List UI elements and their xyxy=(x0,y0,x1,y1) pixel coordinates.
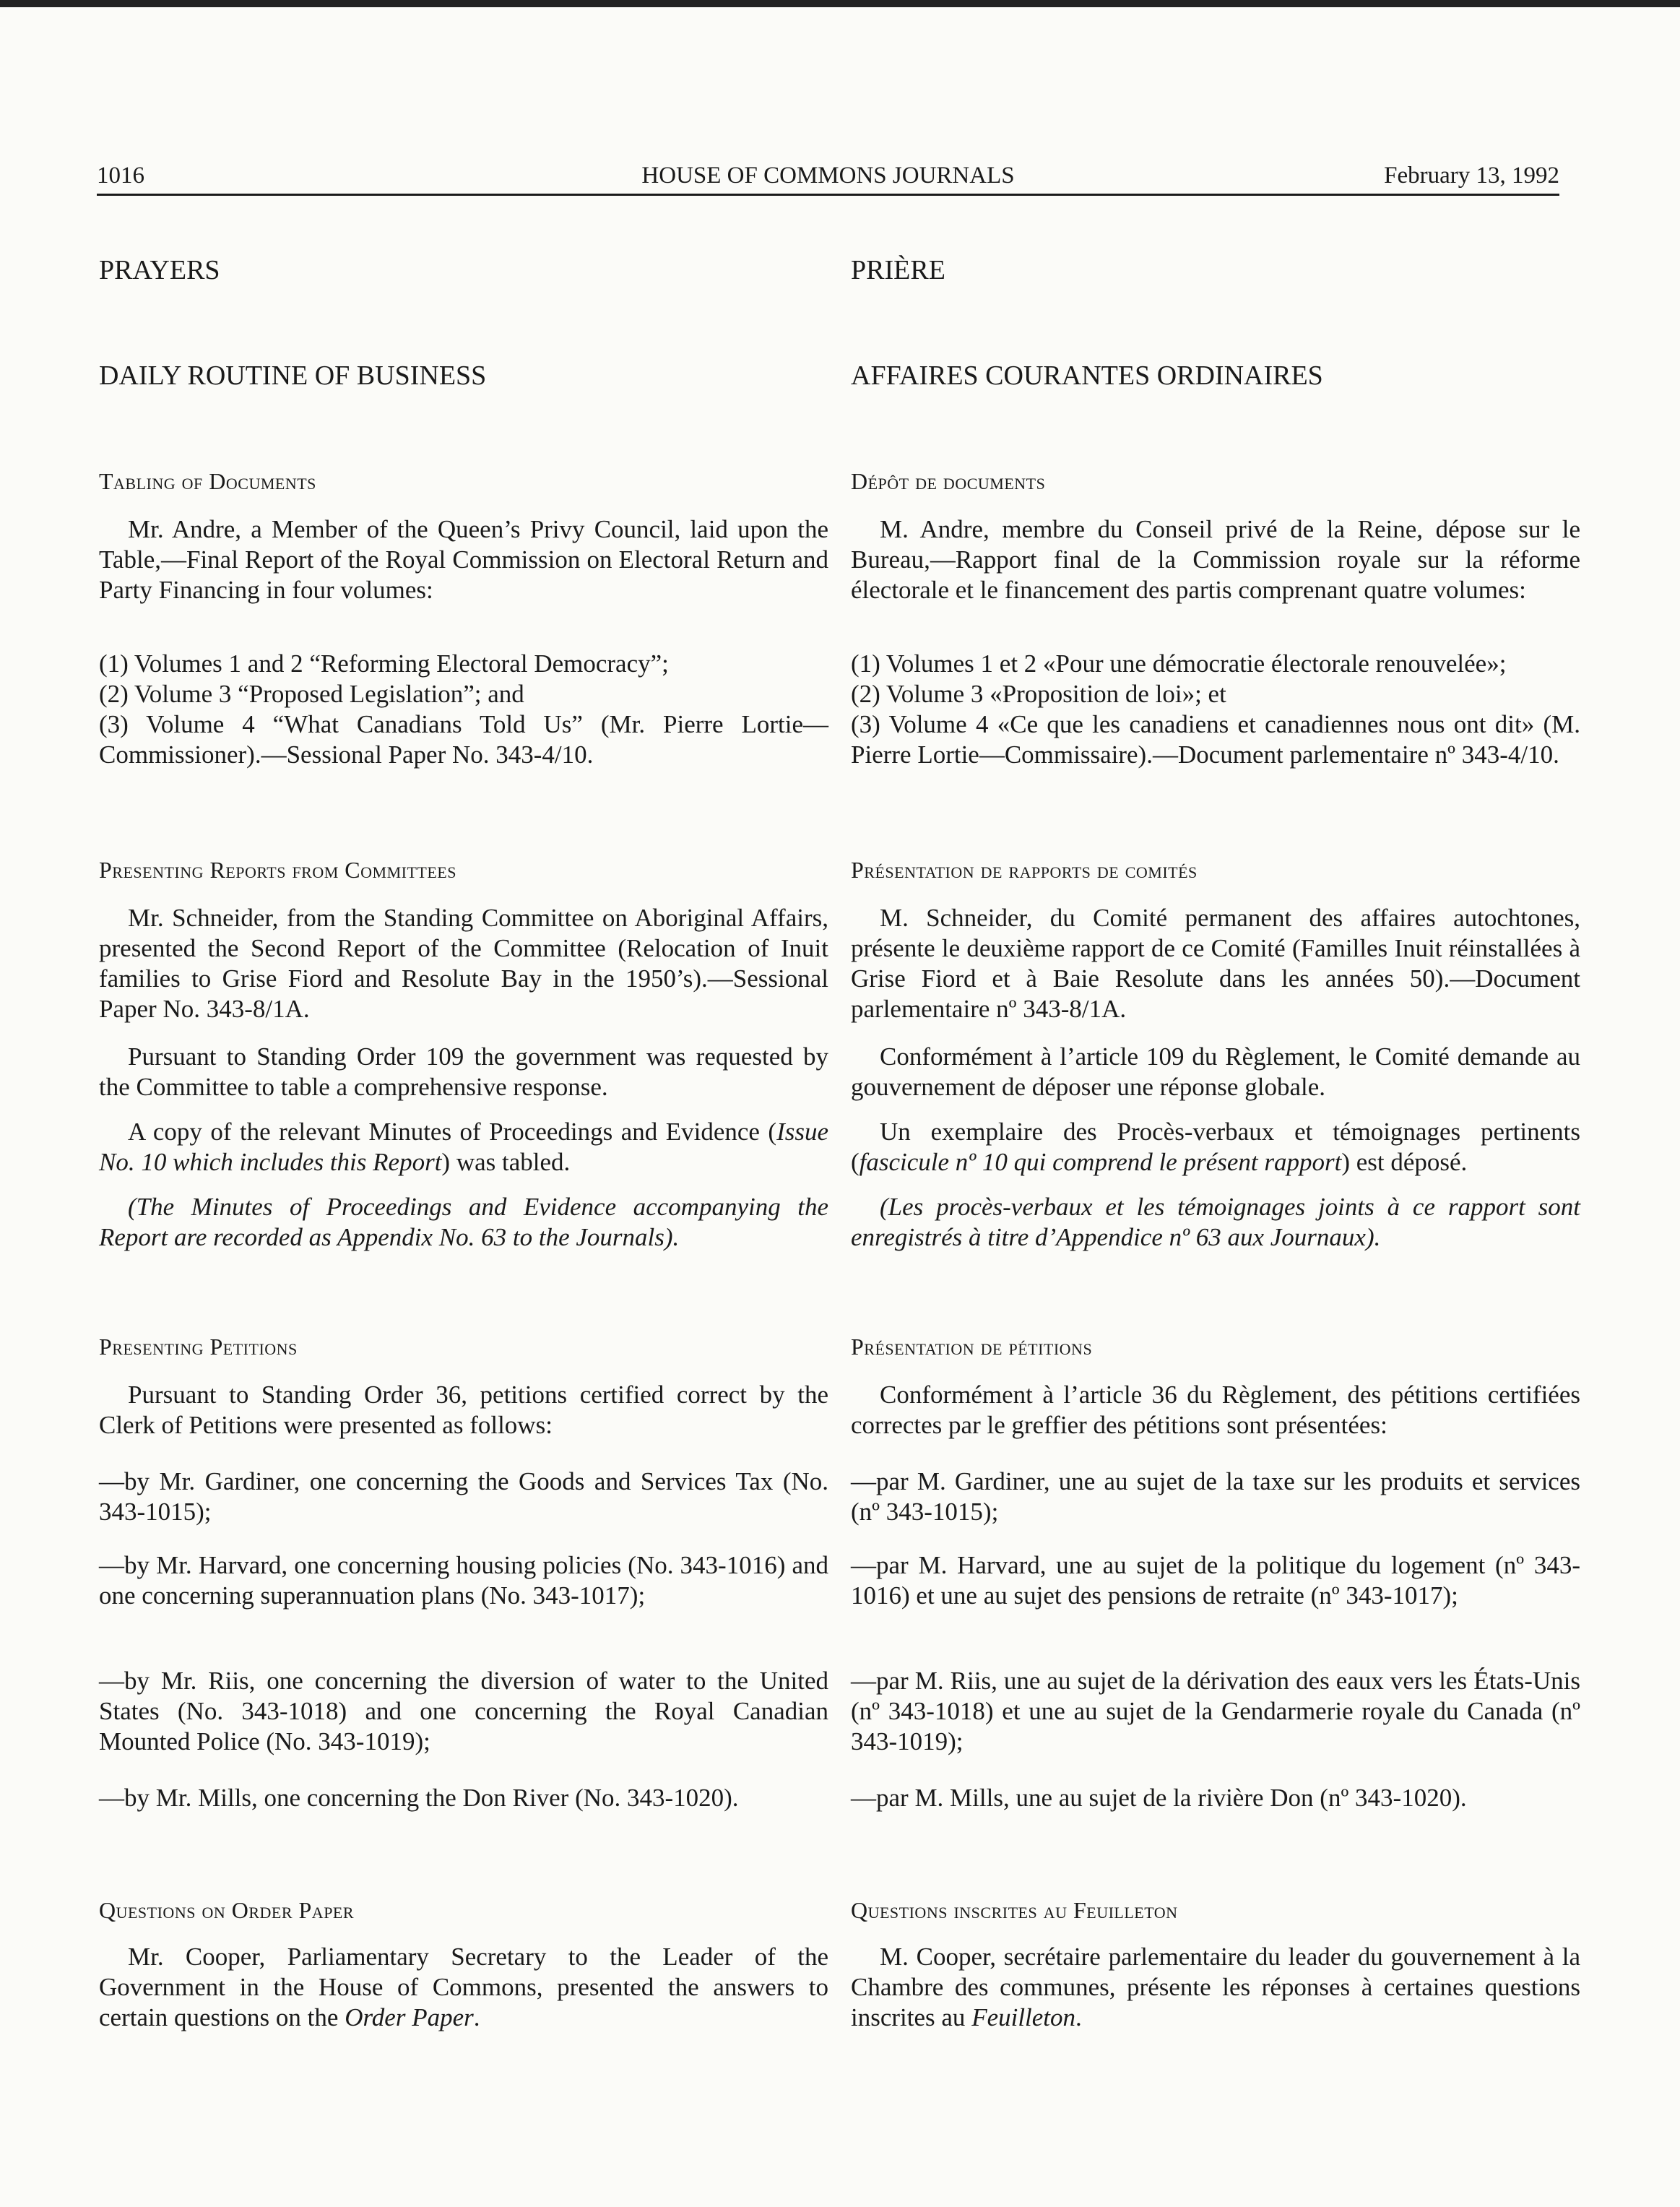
petitions-fr-paragraph: Conformément à l’article 36 du Règlement, des pétitions certifiées correctes par le greffier des pétitions sont présentées: xyxy=(851,1381,1580,1439)
depot-item-1: (1) Volumes 1 et 2 «Pour une démocratie électorale renouvelée»; xyxy=(851,649,1507,678)
reports-paragraph-2: Pursuant to Standing Order 109 the government was requested by the Committee to table a comprehensive response. xyxy=(99,1042,828,1101)
priere-heading: PRIÈRE xyxy=(851,255,945,285)
depot-item-3: (3) Volume 4 «Ce que les canadiens et canadiennes nous ont dit» (M. Pierre Lortie—Commissaire).—Document parlementaire nº 343-4/10. xyxy=(851,710,1580,769)
depot-heading: Dépôt de documents xyxy=(851,468,1046,494)
tabling-item-2: (2) Volume 3 “Proposed Legislation”; and xyxy=(99,680,524,708)
tabling-item-3: (3) Volume 4 “What Canadians Told Us” (Mr. Pierre Lortie—Commissioner).—Sessional Paper No. 343-4/10. xyxy=(99,710,828,769)
journal-title: HOUSE OF COMMONS JOURNALS xyxy=(641,163,1015,189)
tabling-item-1: (1) Volumes 1 and 2 “Reforming Electoral Democracy”; xyxy=(99,649,669,678)
petitions-paragraph: Pursuant to Standing Order 36, petitions certified correct by the Clerk of Petitions were presented as follows: xyxy=(99,1381,828,1439)
reports-heading: Presenting Reports from Committees xyxy=(99,857,456,883)
page-number: 1016 xyxy=(97,163,144,189)
scan-top-edge xyxy=(0,0,1680,7)
journal-date: February 13, 1992 xyxy=(1384,163,1559,189)
daily-routine-heading: DAILY ROUTINE OF BUSINESS xyxy=(99,360,487,391)
questions-paragraph: Mr. Cooper, Parliamentary Secretary to the Leader of the Government in the House of Commons, presented the answers to certain questions on the Order Paper. xyxy=(99,1943,828,2031)
questions-fr-paragraph: M. Cooper, secrétaire parlementaire du leader du gouvernement à la Chambre des communes, présente les réponses à certaines questions inscrites au Feuilleton. xyxy=(851,1943,1580,2031)
petition-fr-2: —par M. Harvard, une au sujet de la politique du logement (nº 343-1016) et une au sujet des pensions de retraite (nº 343-1017); xyxy=(851,1551,1580,1610)
rapports-paragraph-3: Un exemplaire des Procès-verbaux et témoignages pertinents (fascicule nº 10 qui comprend le présent rapport) est déposé. xyxy=(851,1118,1580,1176)
petition-1: —by Mr. Gardiner, one concerning the Goods and Services Tax (No. 343-1015); xyxy=(99,1467,828,1526)
affaires-courantes-heading: AFFAIRES COURANTES ORDINAIRES xyxy=(851,360,1323,391)
rapports-heading: Présentation de rapports de comités xyxy=(851,857,1198,883)
petition-2: —by Mr. Harvard, one concerning housing policies (No. 343-1016) and one concerning superannuation plans (No. 343-1017); xyxy=(99,1551,828,1610)
prayers-heading: PRAYERS xyxy=(99,255,220,285)
petition-4: —by Mr. Mills, one concerning the Don River (No. 343-1020). xyxy=(99,1784,739,1812)
petitions-heading: Presenting Petitions xyxy=(99,1334,298,1360)
petition-fr-1: —par M. Gardiner, une au sujet de la taxe sur les produits et services (nº 343-1015); xyxy=(851,1467,1580,1526)
rapports-paragraph-4: (Les procès-verbaux et les témoignages joints à ce rapport sont enregistrés à titre d’Appendice nº 63 aux Journaux). xyxy=(851,1193,1580,1251)
reports-paragraph-1: Mr. Schneider, from the Standing Committee on Aboriginal Affairs, presented the Second Report of the Committee (Relocation of Inuit families to Grise Fiord and Resolute Bay in the 1950’s).—Sessional Paper No. 343-8/1A. xyxy=(99,904,828,1023)
reports-paragraph-3: A copy of the relevant Minutes of Proceedings and Evidence (Issue No. 10 which includes this Report) was tabled. xyxy=(99,1118,828,1176)
questions-fr-heading: Questions inscrites au Feuilleton xyxy=(851,1897,1178,1923)
petition-fr-3: —par M. Riis, une au sujet de la dérivation des eaux vers les États-Unis (nº 343-1018) et une au sujet de la Gendarmerie royale du Canada (nº 343-1019); xyxy=(851,1667,1580,1755)
petitions-fr-heading: Présentation de pétitions xyxy=(851,1334,1093,1360)
petition-fr-4: —par M. Mills, une au sujet de la rivière Don (nº 343-1020). xyxy=(851,1784,1467,1812)
depot-paragraph: M. Andre, membre du Conseil privé de la Reine, dépose sur le Bureau,—Rapport final de la Commission royale sur la réforme électorale et le financement des partis comprenant quatre volumes: xyxy=(851,515,1580,604)
questions-heading: Questions on Order Paper xyxy=(99,1897,355,1923)
tabling-heading: Tabling of Documents xyxy=(99,468,316,494)
tabling-paragraph: Mr. Andre, a Member of the Queen’s Privy Council, laid upon the Table,—Final Report of the Royal Commission on Electoral Return and Party Financing in four volumes: xyxy=(99,515,828,604)
depot-item-2: (2) Volume 3 «Proposition de loi»; et xyxy=(851,680,1226,708)
rapports-paragraph-2: Conformément à l’article 109 du Règlement, le Comité demande au gouvernement de déposer une réponse globale. xyxy=(851,1042,1580,1101)
page-header xyxy=(97,157,1559,196)
rapports-paragraph-1: M. Schneider, du Comité permanent des affaires autochtones, présente le deuxième rapport de ce Comité (Familles Inuit réinstallées à Grise Fiord et à Baie Resolute dans les années 50).—Document parlementaire nº 343-8/1A. xyxy=(851,904,1580,1023)
petition-3: —by Mr. Riis, one concerning the diversion of water to the United States (No. 343-1018) and one concerning the Royal Canadian Mounted Police (No. 343-1019); xyxy=(99,1667,828,1755)
reports-paragraph-4: (The Minutes of Proceedings and Evidence accompanying the Report are recorded as Appendix No. 63 to the Journals). xyxy=(99,1193,828,1251)
